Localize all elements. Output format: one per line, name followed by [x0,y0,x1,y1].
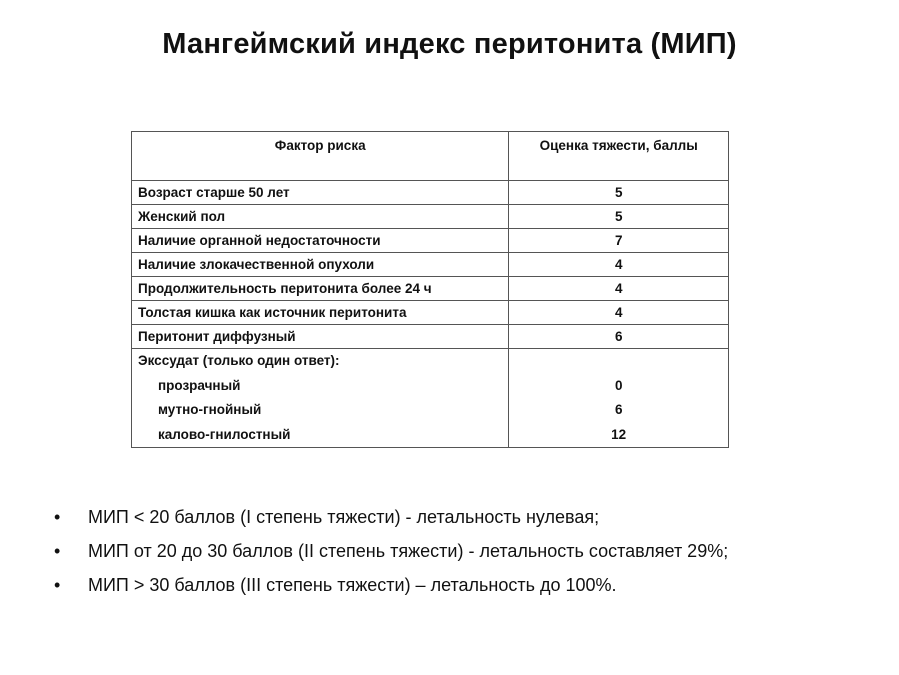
factor-cell: Возраст старше 50 лет [132,181,509,205]
exudate-option-score: 6 [614,402,623,417]
exudate-label: Экссудат (только один ответ): [138,353,340,368]
column-header-score: Оценка тяжести, баллы [509,132,729,181]
factor-cell: Толстая кишка как источник перитонита [132,301,509,325]
table-row [132,277,729,301]
score-cell: 4 [509,301,729,325]
score-cell: 7 [509,229,729,253]
exudate-score-cell [509,349,729,448]
note-text: МИП > 30 баллов (III степень тяжести) – летальность до 100%. [88,575,617,595]
factor-cell: Наличие органной недостаточности [132,229,509,253]
table-row [132,229,729,253]
exudate-factor-cell [132,349,509,448]
score-cell: 5 [509,205,729,229]
factor-cell: Наличие злокачественной опухоли [132,253,509,277]
list-item [50,500,728,534]
list-item [50,534,728,568]
note-text: МИП < 20 баллов (I степень тяжести) - летальность нулевая; [88,507,600,527]
exudate-spacer [509,349,728,374]
exudate-option-score: 12 [611,426,627,442]
exudate-row [132,349,729,448]
table-row [132,205,729,229]
factor-cell: Продолжительность перитонита более 24 ч [132,277,509,301]
factor-cell: Женский пол [132,205,509,229]
page-title: Мангеймский индекс перитонита (МИП) [162,28,737,60]
list-item [50,568,728,602]
bullet-icon: • [54,541,61,561]
column-header-factor: Фактор риска [132,132,509,181]
exudate-option-score: 0 [614,377,623,393]
bullet-icon: • [54,507,61,527]
exudate-option-label: калово-гнилостный [158,426,291,442]
table-row [132,181,729,205]
score-cell: 6 [509,325,729,349]
table-row [132,253,729,277]
exudate-option-label: мутно-гнойный [158,402,262,417]
factor-cell: Перитонит диффузный [132,325,509,349]
score-cell: 5 [509,181,729,205]
table-row [132,325,729,349]
bullet-icon: • [54,575,61,595]
risk-factor-table [131,131,729,448]
exudate-option-label: прозрачный [158,377,241,393]
table-header-row [132,132,729,181]
note-text: МИП от 20 до 30 баллов (II степень тяжести) - летальность составляет 29%; [88,541,729,561]
score-cell: 4 [509,277,729,301]
table-row [132,301,729,325]
interpretation-list [50,500,728,602]
score-cell: 4 [509,253,729,277]
